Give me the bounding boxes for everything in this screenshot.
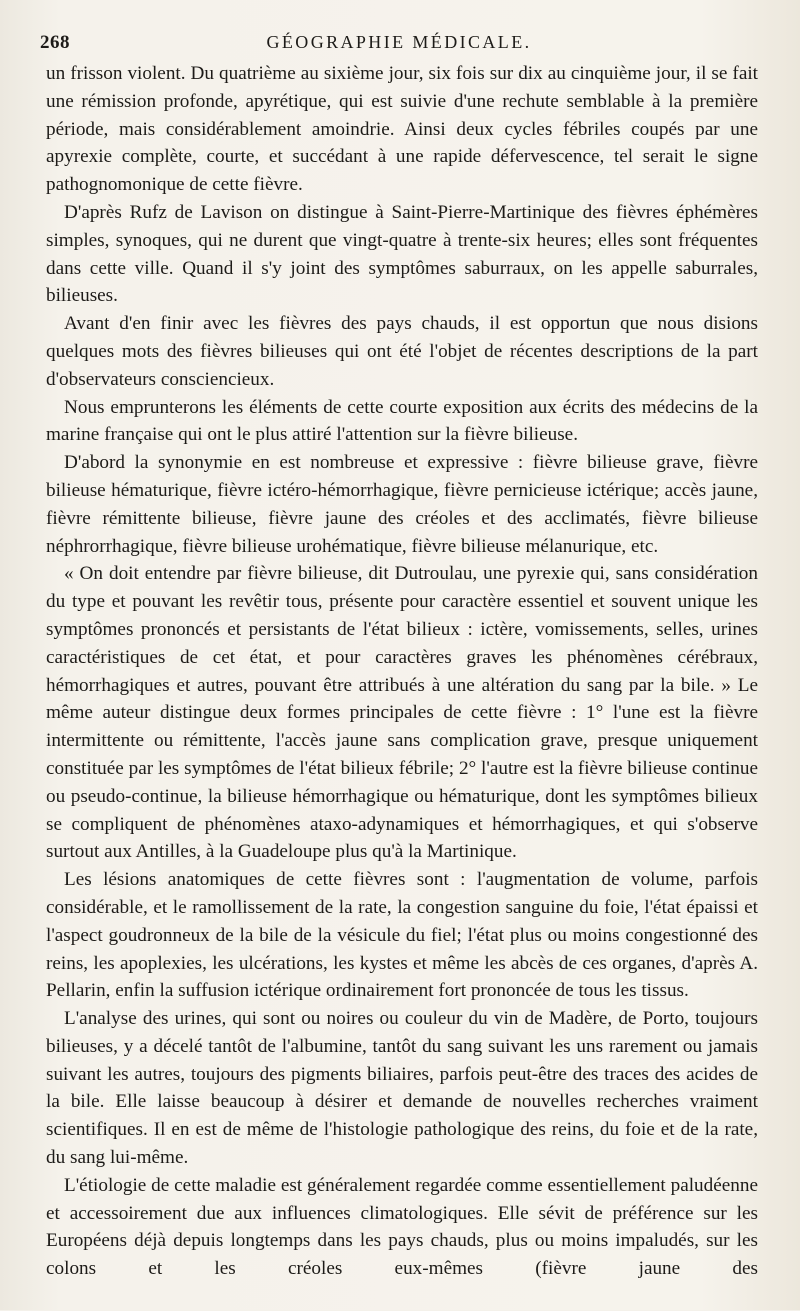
paragraph: Avant d'en finir avec les fièvres des pays chauds, il est opportun que nous disions quelques mots des fièvres bilieuses qui ont été l'objet de récentes descriptions de la part d'observateurs consciencieux. <box>46 313 758 390</box>
paragraph: un frisson violent. Du quatrième au sixième jour, six fois sur dix au cinquième jour, il se fait une rémission profonde, apyrétique, qui est suivie d'une rechute semblable à la première période, mais considérablement amoindrie. Ainsi deux cycles fébriles coupés par une apyrexie complète, courte, et succédant à une rapide défervescence, tel serait le signe pathognomonique de cette fièvre. <box>46 63 758 196</box>
paragraph: D'après Rufz de Lavison on distingue à Saint-Pierre-Martinique des fièvres éphémères simples, synoques, qui ne durent que vingt-quatre à trente-six heures; elles sont fréquentes dans cette ville. Quand il s'y joint des symptômes saburraux, on les appelle saburrales, bilieuses. <box>46 201 758 307</box>
paragraph: L'analyse des urines, qui sont ou noires ou couleur du vin de Madère, de Porto, toujours bilieuses, y a décelé tantôt de l'albumine, tantôt du sang suivant les uns rarement ou jamais suivant les autres, toujours des pigments biliaires, parfois peut-être des traces des acides de la bile. Elle laisse beaucoup à désirer et demande de nouvelles recherches vraiment scientifiques. Il en est de même de l'histologie pathologique des reins, du foie et de la rate, du sang lui-même. <box>46 1008 758 1169</box>
running-title: GÉOGRAPHIE MÉDICALE. <box>266 32 532 52</box>
paragraph: « On doit entendre par fièvre bilieuse, dit Dutroulau, une pyrexie qui, sans considération du type et pouvant les revêtir tous, présente pour caractère essentiel et souvent unique les symptômes prononcés et persistants de l'état bilieux : ictère, vomissements, selles, urines caractéristiques de cet état, et pour caractères graves les phénomènes cérébraux, hémorrhagiques et autres, pouvant être attribués à une altération du sang par la bile. » Le même auteur distingue deux formes principales de cette fièvre : 1° l'une est la fièvre intermittente ou rémittente, l'accès jaune sans complication grave, presque uniquement constituée par les symptômes de l'état bilieux fébrile; 2° l'autre est la fièvre bilieuse continue ou pseudo-continue, la bilieuse hémorrhagique ou hématurique, dont les symptômes bilieux se compliquent de phénomènes ataxo-adynamiques et hémorrhagiques, et qui s'observe surtout aux Antilles, à la Guadeloupe plus qu'à la Martinique. <box>46 563 758 863</box>
page-number: 268 <box>40 32 70 53</box>
page-header <box>40 32 758 58</box>
paragraph: Les lésions anatomiques de cette fièvres sont : l'augmentation de volume, parfois considérable, et le ramollissement de la rate, la congestion sanguine du foie, l'état épaissi et l'aspect goudronneux de la bile de la vésicule du fiel; l'état plus ou moins congestionné des reins, les apoplexies, les ulcérations, les kystes et même les abcès de ces organes, d'après A. Pellarin, enfin la suffusion ictérique ordinairement fort prononcée de tous les tissus. <box>46 869 758 1002</box>
paragraph: L'étiologie de cette maladie est généralement regardée comme essentiellement paludéenne et accessoirement due aux influences climatologiques. Elle sévit de préférence sur les Européens déjà depuis longtemps dans les pays chauds, plus ou moins impaludés, sur les colons et les créoles eux-mêmes (fièvre jaune des <box>46 1174 758 1280</box>
paragraph: D'abord la synonymie en est nombreuse et expressive : fièvre bilieuse grave, fièvre bilieuse hématurique, fièvre ictéro-hémorrhagique, fièvre pernicieuse ictérique; accès jaune, fièvre rémittente bilieuse, fièvre jaune des créoles et des acclimatés, fièvre bilieuse néphrorrhagique, fièvre bilieuse urohématique, fièvre bilieuse mélanurique, etc. <box>46 452 758 557</box>
paragraph: Nous emprunterons les éléments de cette courte exposition aux écrits des médecins de la marine française qui ont le plus attiré l'attention sur la fièvre bilieuse. <box>46 396 758 446</box>
body-text <box>46 60 758 1311</box>
